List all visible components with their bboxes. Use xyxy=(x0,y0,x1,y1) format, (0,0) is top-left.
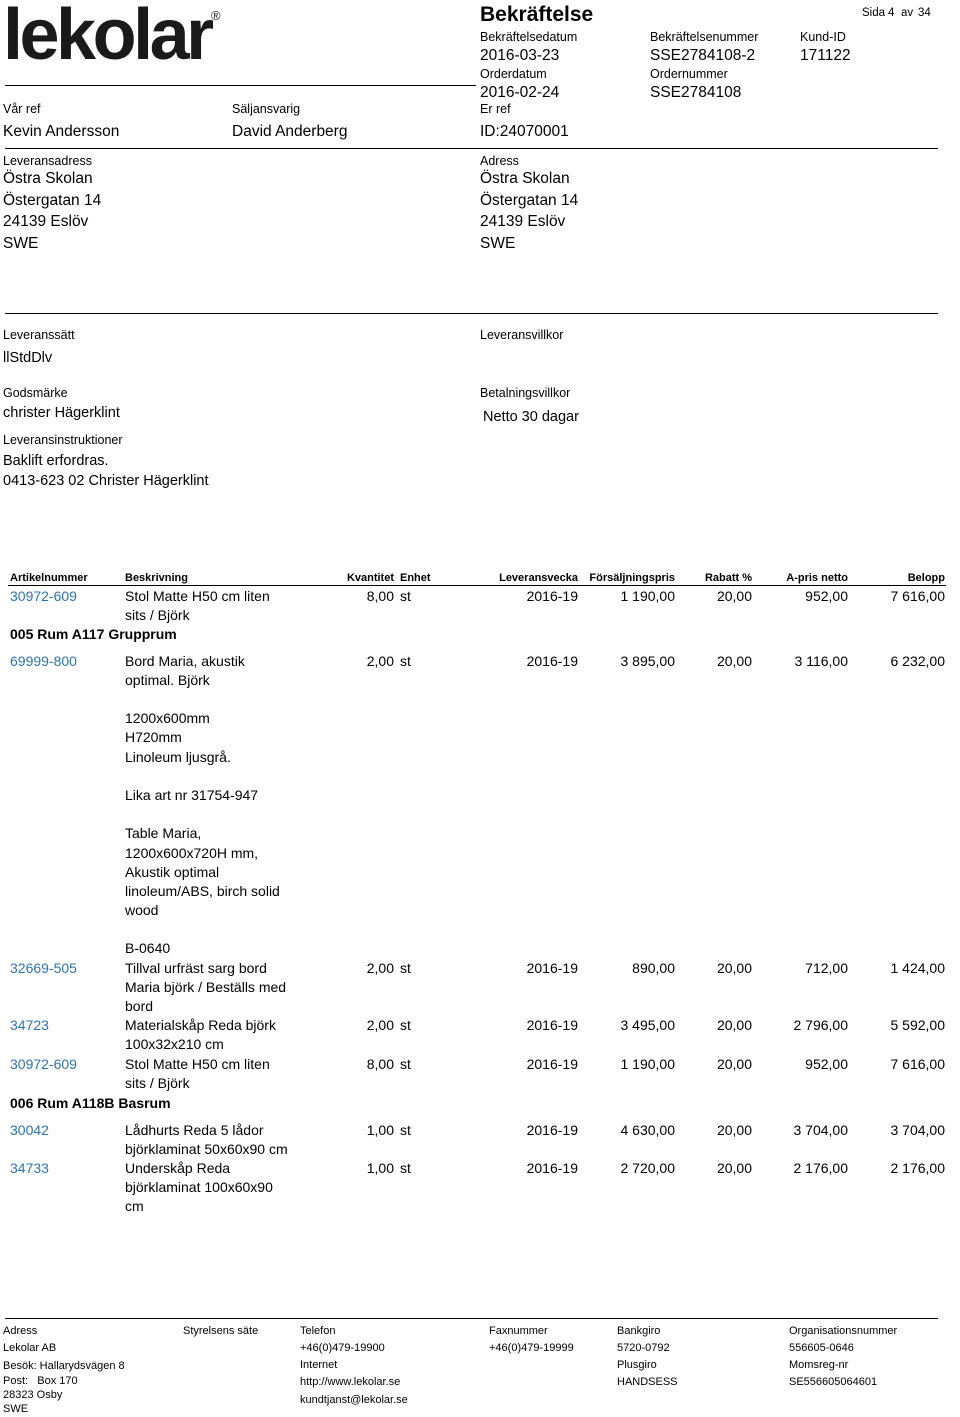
sales-price: 890,00 xyxy=(632,959,675,976)
note-line: wood xyxy=(125,901,159,918)
unit: st xyxy=(400,1121,411,1138)
delivery-instructions-label: Leveransinstruktioner xyxy=(3,432,123,447)
footer-visit-address: Besök: Hallarydsvägen 8 xyxy=(3,1360,125,1372)
line-amount: 7 616,00 xyxy=(890,1055,945,1072)
instruction-line: Baklift erfordras. xyxy=(3,452,109,469)
discount-percent: 20,00 xyxy=(716,959,752,976)
payment-terms-value: Netto 30 dagar xyxy=(483,408,579,425)
footer-postal-city: 28323 Osby xyxy=(3,1389,63,1401)
article-number-link[interactable]: 32669-505 xyxy=(10,959,77,976)
footer-post-address: Post: Box 170 xyxy=(3,1375,78,1387)
description-line: sits / Björk xyxy=(125,606,190,623)
group-heading: 006 Rum A118B Basrum xyxy=(10,1094,171,1111)
lekolar-logo xyxy=(3,0,211,75)
address-line: SWE xyxy=(3,235,39,253)
description-line: björklaminat 100x60x90 xyxy=(125,1178,273,1195)
unit: st xyxy=(400,959,411,976)
payment-terms-label: Betalningsvillkor xyxy=(480,385,571,400)
item-description xyxy=(125,587,270,626)
goods-mark-label: Godsmärke xyxy=(3,385,68,400)
delivery-method-value: llStdDlv xyxy=(3,349,53,366)
delivery-method-label: Leveranssätt xyxy=(3,327,75,342)
plusgiro-value: HANDSESS xyxy=(617,1376,678,1388)
quantity: 2,00 xyxy=(366,959,394,976)
net-unit-price: 712,00 xyxy=(805,959,848,976)
order-date-label: Orderdatum xyxy=(480,66,547,81)
description-line: Bord Maria, akustik xyxy=(125,652,245,669)
note-line: Akustik optimal xyxy=(125,863,220,880)
column-header-discount: Rabatt % xyxy=(704,572,752,584)
your-ref-value: ID:24070001 xyxy=(480,122,569,140)
internet-label: Internet xyxy=(300,1359,338,1371)
note-line: linoleum/ABS, birch solid xyxy=(125,882,280,899)
delivery-address xyxy=(3,168,101,255)
unit: st xyxy=(400,652,411,669)
footer-country: SWE xyxy=(3,1403,29,1415)
our-ref-label: Vår ref xyxy=(3,101,41,116)
discount-percent: 20,00 xyxy=(716,1016,752,1033)
delivery-week: 2016-19 xyxy=(526,1121,578,1138)
address-line: Östra Skolan xyxy=(3,170,93,187)
quantity: 1,00 xyxy=(366,1159,394,1176)
vat-number-label: Momsreg-nr xyxy=(789,1359,849,1371)
instruction-line: 0413-623 02 Christer Hägerklint xyxy=(3,472,209,489)
item-description xyxy=(125,1016,276,1055)
logo-text: lekolar xyxy=(3,0,211,75)
column-header-delivery-week: Leveransvecka xyxy=(499,572,578,584)
delivery-terms-label: Leveransvillkor xyxy=(480,327,564,342)
description-line: optimal. Björk xyxy=(125,671,210,688)
item-description xyxy=(125,1055,270,1094)
address-line: Östra Skolan xyxy=(480,170,570,187)
discount-percent: 20,00 xyxy=(716,1121,752,1138)
confirmation-date-value: 2016-03-23 xyxy=(480,46,560,64)
discount-percent: 20,00 xyxy=(716,1055,752,1072)
net-unit-price: 952,00 xyxy=(805,1055,848,1072)
table-header xyxy=(0,571,960,585)
description-line: bord xyxy=(125,998,154,1015)
delivery-week: 2016-19 xyxy=(526,1159,578,1176)
description-line: Materialskåp Reda björk xyxy=(125,1016,276,1033)
column-header-quantity: Kvantitet xyxy=(346,572,394,584)
address-line: 24139 Eslöv xyxy=(480,213,566,231)
column-header-net-price: A-pris netto xyxy=(786,572,848,584)
address-label: Adress xyxy=(480,153,519,168)
note-line: Table Maria, xyxy=(125,824,202,841)
column-header-article: Artikelnummer xyxy=(10,572,88,584)
net-unit-price: 2 796,00 xyxy=(793,1016,848,1033)
note-line: H720mm xyxy=(125,728,182,745)
delivery-week: 2016-19 xyxy=(526,587,578,604)
email-link[interactable]: kundtjanst@lekolar.se xyxy=(300,1394,408,1406)
article-number-link[interactable]: 69999-800 xyxy=(10,652,77,669)
note-line: Linoleum ljusgrå. xyxy=(125,748,231,765)
page-current: 4 xyxy=(888,7,895,19)
document-title: Bekräftelse xyxy=(480,3,594,26)
order-number-label: Ordernummer xyxy=(650,66,728,81)
confirmation-date-label: Bekräftelsedatum xyxy=(480,30,578,44)
board-seat-label: Styrelsens säte xyxy=(183,1325,259,1337)
delivery-week: 2016-19 xyxy=(526,1016,578,1033)
org-number-label: Organisationsnummer xyxy=(789,1325,898,1337)
plusgiro-label: Plusgiro xyxy=(617,1359,657,1371)
delivery-week: 2016-19 xyxy=(526,652,578,669)
divider xyxy=(5,313,938,314)
note-line: Lika art nr 31754-947 xyxy=(125,786,259,803)
line-amount: 7 616,00 xyxy=(890,587,945,604)
order-number-value: SSE2784108 xyxy=(650,83,742,101)
description-line: 100x32x210 cm xyxy=(125,1035,224,1052)
divider xyxy=(5,148,938,149)
goods-mark-value: christer Hägerklint xyxy=(3,404,120,421)
net-unit-price: 3 704,00 xyxy=(793,1121,848,1138)
sales-price: 2 720,00 xyxy=(620,1159,675,1176)
address-line: 24139 Eslöv xyxy=(3,213,89,231)
discount-percent: 20,00 xyxy=(716,1159,752,1176)
article-number-link[interactable]: 34733 xyxy=(10,1159,49,1176)
registered-mark-icon: ® xyxy=(211,8,221,23)
bankgiro-value: 5720-0792 xyxy=(617,1342,670,1354)
item-description xyxy=(125,1159,273,1217)
article-number-link[interactable]: 30042 xyxy=(10,1121,49,1138)
line-amount: 6 232,00 xyxy=(890,652,945,669)
our-ref-value: Kevin Andersson xyxy=(3,122,120,140)
net-unit-price: 3 116,00 xyxy=(794,652,848,669)
footer-address xyxy=(3,1324,125,1416)
item-description xyxy=(125,1121,288,1160)
customer-id-value: 171122 xyxy=(800,46,851,64)
description-line: sits / Björk xyxy=(125,1074,190,1091)
line-amount: 5 592,00 xyxy=(890,1016,945,1033)
sales-rep-label: Säljansvarig xyxy=(232,101,301,116)
sales-price: 3 495,00 xyxy=(620,1016,675,1033)
unit: st xyxy=(400,1016,411,1033)
bankgiro-label: Bankgiro xyxy=(617,1325,661,1337)
phone-label: Telefon xyxy=(300,1325,336,1337)
sales-price: 1 190,00 xyxy=(620,1055,675,1072)
quantity: 8,00 xyxy=(366,587,394,604)
net-unit-price: 952,00 xyxy=(805,587,848,604)
description-line: Lådhurts Reda 5 lådor xyxy=(125,1121,264,1138)
column-header-amount: Belopp xyxy=(907,572,945,584)
item-description xyxy=(125,959,286,1017)
page-total: 34 xyxy=(918,7,931,19)
address-line: Östergatan 14 xyxy=(3,191,102,209)
address-line: SWE xyxy=(480,235,516,253)
quantity: 2,00 xyxy=(366,652,394,669)
description-line: Stol Matte H50 cm liten xyxy=(125,587,270,604)
org-number-value: 556605-0646 xyxy=(789,1342,854,1354)
line-amount: 2 176,00 xyxy=(890,1159,945,1176)
footer-address-label: Adress xyxy=(3,1325,38,1337)
fax-value: +46(0)479-19999 xyxy=(489,1342,574,1354)
item-description xyxy=(125,652,245,691)
description-line: Stol Matte H50 cm liten xyxy=(125,1055,270,1072)
article-number-link[interactable]: 34723 xyxy=(10,1016,49,1033)
delivery-week: 2016-19 xyxy=(526,1055,578,1072)
delivery-address-label: Leveransadress xyxy=(3,153,92,168)
column-header-price: Försäljningspris xyxy=(589,572,675,584)
sales-price: 4 630,00 xyxy=(620,1121,675,1138)
page-of: av xyxy=(901,7,914,19)
sales-price: 3 895,00 xyxy=(620,652,675,669)
note-line: 1200x600x720H mm, xyxy=(125,844,259,861)
line-amount: 3 704,00 xyxy=(890,1121,945,1138)
note-line: 1200x600mm xyxy=(125,709,210,726)
description-line: Maria björk / Beställs med xyxy=(125,978,287,995)
footer-company-name: Lekolar AB xyxy=(3,1342,57,1354)
group-heading: 005 Rum A117 Grupprum xyxy=(10,625,177,642)
description-line: cm xyxy=(125,1198,144,1215)
unit: st xyxy=(400,587,411,604)
description-line: Underskåp Reda xyxy=(125,1159,231,1176)
phone-value: +46(0)479-19900 xyxy=(300,1342,385,1354)
column-header-description: Beskrivning xyxy=(125,572,188,584)
note-line: B-0640 xyxy=(125,939,171,956)
quantity: 8,00 xyxy=(366,1055,394,1072)
footer-divider xyxy=(5,1318,938,1319)
description-line: Tillval urfräst sarg bord xyxy=(125,959,267,976)
delivery-week: 2016-19 xyxy=(526,959,578,976)
delivery-instructions xyxy=(3,451,209,491)
line-amount: 1 424,00 xyxy=(890,959,945,976)
address-line: Östergatan 14 xyxy=(480,191,579,209)
your-ref-label: Er ref xyxy=(480,101,511,116)
description-line: björklaminat 50x60x90 cm xyxy=(125,1140,288,1157)
column-header-unit: Enhet xyxy=(400,572,431,584)
confirmation-number-value: SSE2784108-2 xyxy=(650,46,756,64)
billing-address xyxy=(480,168,578,255)
article-number-link[interactable]: 30972-609 xyxy=(10,1055,77,1072)
customer-id-label: Kund-ID xyxy=(800,30,846,44)
divider xyxy=(5,85,476,86)
order-date-value: 2016-02-24 xyxy=(480,83,560,101)
unit: st xyxy=(400,1159,411,1176)
confirmation-number-label: Bekräftelsenummer xyxy=(650,30,759,44)
sales-rep-value: David Anderberg xyxy=(232,122,348,140)
discount-percent: 20,00 xyxy=(716,587,752,604)
sales-price: 1 190,00 xyxy=(620,587,675,604)
unit: st xyxy=(400,1055,411,1072)
fax-label: Faxnummer xyxy=(489,1325,548,1337)
vat-number-value: SE556605064601 xyxy=(789,1376,878,1388)
quantity: 1,00 xyxy=(366,1121,394,1138)
website-link[interactable]: http://www.lekolar.se xyxy=(300,1376,401,1388)
discount-percent: 20,00 xyxy=(716,652,752,669)
article-number-link[interactable]: 30972-609 xyxy=(10,587,77,604)
page-label: Sida xyxy=(862,7,886,19)
quantity: 2,00 xyxy=(366,1016,394,1033)
net-unit-price: 2 176,00 xyxy=(793,1159,848,1176)
